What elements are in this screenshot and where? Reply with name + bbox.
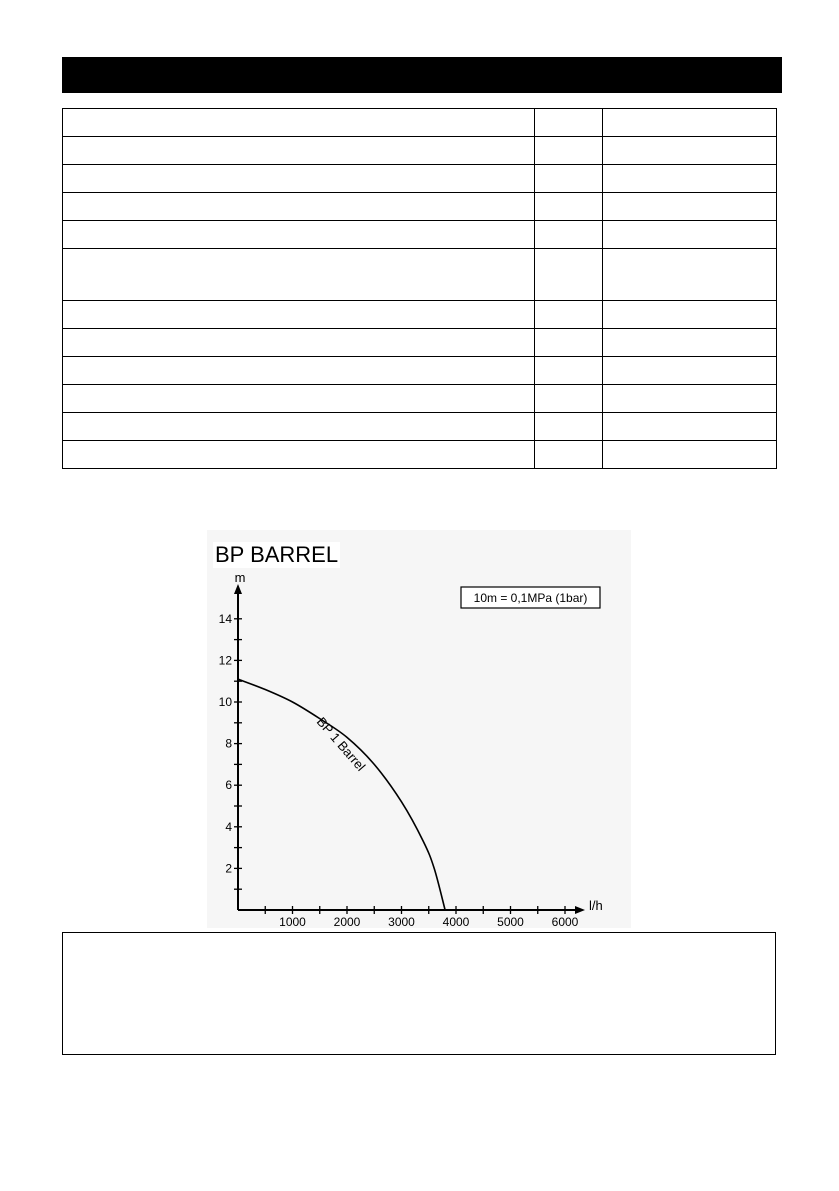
- y-tick-label: 12: [218, 653, 232, 668]
- y-tick-label: 2: [225, 861, 232, 876]
- annotation-text: 10m = 0,1MPa (1bar): [473, 591, 588, 605]
- x-tick-label: 6000: [551, 915, 579, 929]
- series-line: [238, 679, 445, 910]
- x-tick-label: 5000: [497, 915, 524, 929]
- x-axis-arrow: [575, 906, 585, 914]
- y-tick-label: 14: [218, 611, 232, 626]
- x-axis-label: l/h: [589, 898, 603, 913]
- notes-box: [62, 932, 776, 1055]
- y-tick-label: 4: [225, 819, 232, 834]
- y-axis-arrow: [234, 584, 242, 594]
- chart-title: BP BARREL: [215, 542, 339, 567]
- x-tick-label: 3000: [388, 915, 415, 929]
- x-tick-label: 1000: [279, 915, 306, 929]
- y-tick-label: 10: [218, 695, 232, 709]
- y-axis-label: m: [234, 570, 246, 585]
- y-tick-label: 8: [225, 736, 232, 751]
- x-tick-label: 4000: [442, 915, 470, 929]
- y-tick-label: 6: [225, 778, 232, 793]
- series-label: BP 1 Barrel: [313, 714, 369, 774]
- x-tick-label: 2000: [333, 915, 361, 929]
